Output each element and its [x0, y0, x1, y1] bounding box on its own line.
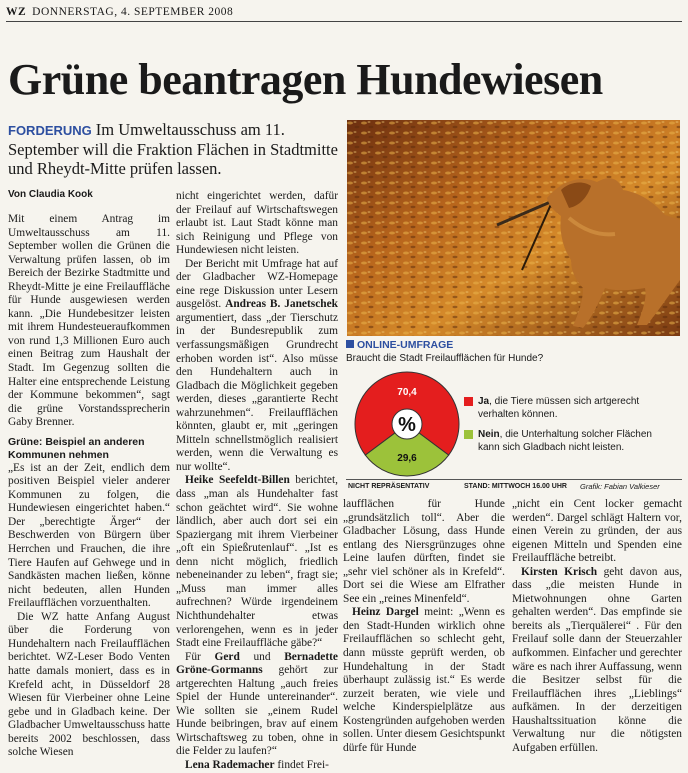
reader-name: Gerd	[214, 650, 240, 663]
reader-name: Bernadette Gröne-Gormanns	[176, 650, 338, 677]
text-span: gehört zur artgerechten Haltung „auch freies Spiel der Hunde untereinander“. Wie sollten sie „einem Rudel Hunde beibringen, brav auf einem Wirtschaftsweg zu toben, ohne in die Felder zu laufen?“	[176, 664, 338, 758]
pie-label-ja: 70,4	[397, 387, 417, 398]
reader-name: Kirsten Krisch	[521, 565, 598, 578]
dog-photo	[347, 120, 680, 336]
text-span: geht davon aus, dass „die meisten Hunde in Mietwohnungen ohne Garten gehalten werden“. Das empfinde sie bereits als „Tierquälerei“ . Für den Freilauf solle dann der Steuerzahler aufkommen. Einfacher und gerechter wäre es nach ihrer Auffassung, wenn die Besitzer selbst für die Freilaufflächen ihres „Lieblings“ aufkämen. In der derzeitigen Haushaltssituation könne die Verwaltung nur die nötigsten Aufgaben erfüllen.	[512, 565, 682, 754]
legend-text-no	[464, 428, 676, 454]
poll-note: NICHT REPRÄSENTATIV	[348, 483, 430, 490]
legend-text-yes	[464, 395, 676, 421]
legend-label-no: Nein	[478, 429, 500, 440]
legend-swatch-yes	[464, 397, 473, 406]
paragraph: laufflächen für Hunde „grundsätzlich toll“. Aber die Gladbacher Lösung, dass Hunde entlang des Niersgrünzuges ohne Leine laufen dürften, findet sie „sehr viel schöner als in Krefeld“. Dort sei die Wiese am Elfrather See ein „reines Minenfeld“.	[343, 498, 505, 605]
reader-name: Heinz Dargel	[352, 606, 419, 619]
paragraph	[176, 759, 338, 773]
masthead-date: DONNERSTAG, 4. SEPTEMBER 2008	[32, 6, 234, 18]
paragraph: nicht eingerichtet werden, dafür der Freilauf auf Wirtschaftswegen erlaubt ist. Laut Stadt könne man sich Reinigung und Pflege von Hundewiesen nicht leisten.	[176, 190, 338, 257]
paragraph	[176, 258, 338, 475]
reader-name: Heike Seefeldt-Billen	[185, 474, 290, 487]
teaser-text: Im Umweltausschuss am 11. September will die Fraktion Flächen in Stadtmitte und Rheydt-Mitte prüfen lassen.	[8, 120, 338, 178]
masthead	[6, 4, 682, 22]
dog-running-image	[347, 120, 680, 336]
byline: Von Claudia Kook	[8, 189, 93, 200]
legend-swatch-no	[464, 430, 473, 439]
poll-pie-chart	[352, 369, 462, 479]
text-span: berichtet, dass „man als Hundehalter fast schon geächtet wird“. Sie wohne ländlich, aber auch dort sei ein Spaziergang mit ihrem Vierbeiner „oft ein Spießrutenlauf“. „Ist es denn nicht möglich, friedlich nebeneinander zu leben“, fragt sie; „Muss man immer alles aufrechnen? Würde irgendeinem Nichthundehalter etwas verlorengehen, wenn es in jeder Stadt eine Freilauffläche gäbe?“	[176, 474, 338, 650]
text-span: Für	[185, 650, 201, 663]
article-column-2	[176, 190, 338, 771]
paragraph	[176, 474, 338, 650]
percent-symbol: %	[398, 414, 416, 436]
poll-divider	[346, 479, 682, 480]
paragraph: Die WZ hatte Anfang August über die Forderung von Hundehaltern nach Freilaufflächen berichtet. WZ-Leser Bodo Venten hatte damals moniert, dass es in Krefeld acht, in Düsseldorf 28 Wiesen für Vierbeiner ohne Leine gebe und in Gladbach keine. Der Gladbacher Umweltausschuss hatte bereits 2002 beschlossen, dass solche Wiesen	[8, 610, 170, 759]
legend-desc-yes: , die Tiere müssen sich artgerecht verhalten können.	[478, 396, 640, 420]
poll-question: Braucht die Stadt Freilaufflächen für Hunde?	[346, 353, 544, 364]
teaser-kicker: FORDERUNG	[8, 123, 92, 138]
text-span: und	[253, 650, 271, 663]
legend-item-yes	[464, 395, 676, 421]
paragraph	[176, 651, 338, 759]
article-column-1	[8, 213, 170, 759]
paragraph: „nicht ein Cent locker gemacht werden“. Dargel schlägt Haltern vor, einen Verein zu gründen, der aus eigenen Mitteln und Spenden eine Freilauffläche betreibt.	[512, 498, 682, 565]
paragraph	[343, 606, 505, 755]
pie-label-nein: 29,6	[397, 453, 417, 464]
reader-name: Lena Rademacher	[185, 758, 275, 771]
legend-label-yes: Ja	[478, 396, 490, 407]
paragraph: Mit einem Antrag im Umweltausschuss am 11. September wollen die Grünen die Verwaltung prüfen lassen, ob im Bereich der Bezirke Stadtmitte und Rheydt-Mitte je eine Freilauffläche für Hunde ausgewiesen werden kann. „Die Hundebesitzer leisten mit ihrem Hundesteueraufkommen von rund 1,3 Millionen Euro auch einen Beitrag zum Haushalt der Stadt. Im Gegenzug sollten die Halter eine entsprechende Leistung der Kommune bekommen“, sagt die grüne Vorstandssprecherin Gaby Brenner.	[8, 213, 170, 429]
reader-name: Andreas B. Janetschek	[225, 298, 338, 311]
text-span: argumentiert, dass „der Tierschutz in der Bundesrepublik zum verfassungsmäßigen Grundrecht erhoben worden ist“. Also müsse den Hundehaltern auch in Gladbach die Möglichkeit gegeben werden, dieses „garantierte Recht wahrzunehmen“. Freilaufflächen könnten, glaubt er, mit „geringen Mitteln schnellstmöglich realisiert werden, wenn die Verwaltung es nur wollte“.	[176, 311, 338, 473]
text-span: findet Frei-	[277, 758, 329, 771]
article-column-4	[512, 498, 682, 756]
poll-credit: Grafik: Fabian Valkieser	[580, 482, 660, 491]
headline: Grüne beantragen Hundewiesen	[8, 55, 603, 104]
subheading: Grüne: Beispiel an anderen Kommunen nehmen	[8, 435, 145, 461]
paragraph	[512, 566, 682, 756]
legend-item-no	[464, 428, 676, 454]
poll-title-text: ONLINE-UMFRAGE	[357, 339, 454, 351]
online-poll	[346, 339, 682, 496]
text-span: meint: „Wenn es den Stadt-Hunden wirklich ohne Freilaufflächen so schlecht geht, dann müsste geprüft werden, ob Hundehaltung in der Stadt überhaupt zulässig ist.“ Es werde zurzeit beraten, wie viele und welche Kinderspielplätze aus Kostengründen aufgehoben werden sollen. Unter diesem Gesichtspunkt dürfe für Hunde	[343, 606, 505, 754]
masthead-brand: WZ	[6, 6, 27, 18]
poll-title	[346, 339, 682, 351]
legend-desc-no: , die Unterhaltung solcher Flächen kann sich Gladbach nicht leisten.	[478, 429, 652, 453]
square-icon	[346, 340, 354, 348]
paragraph: „Es ist an der Zeit, endlich dem positiven Beispiel vieler anderer Kommunen zu folgen, die Hundewiesen eingerichtet haben.“ Der „berechtigte Ärger“ der Beschwerden von Bürgern über Herrchen und Frauchen, die ihre Tiere Haufen auf Gehwege und in Sandkästen machen ließen, könne nicht bedeuten, allen Hunden Freilaufflächen vorzuenthalten.	[8, 461, 170, 610]
poll-timestamp: STAND: MITTWOCH 16.00 UHR	[464, 483, 567, 490]
text-span: Der Bericht mit Umfrage hat auf der Gladbacher WZ-Homepage eine rege Diskussion unter Lesern ausgelöst.	[176, 257, 338, 311]
article-column-3	[343, 498, 505, 756]
teaser	[8, 120, 340, 178]
